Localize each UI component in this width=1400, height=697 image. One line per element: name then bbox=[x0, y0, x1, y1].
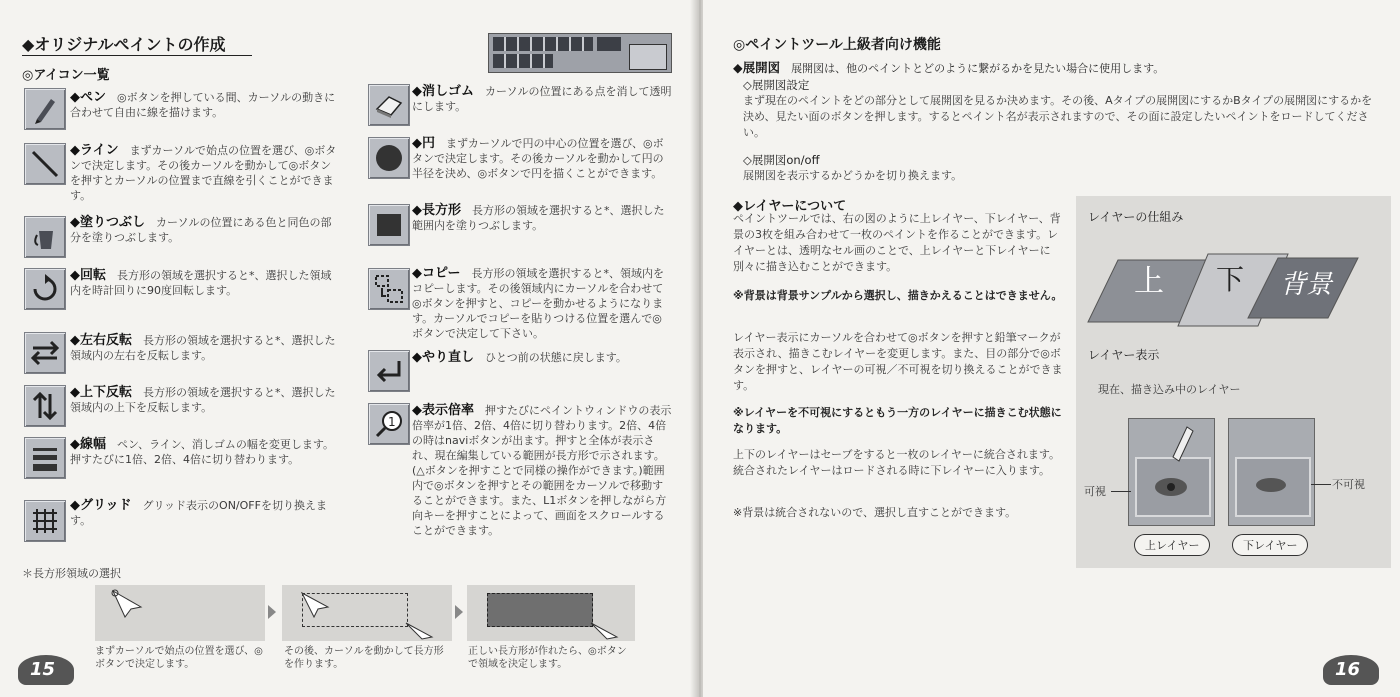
toolbar-preview bbox=[629, 44, 667, 70]
lower-layer-toggle[interactable] bbox=[1228, 418, 1315, 526]
entry-rectangle-name: ◆長方形 bbox=[412, 203, 461, 218]
entry-rotate-name: ◆回転 bbox=[70, 268, 106, 283]
entry-zoom bbox=[412, 403, 672, 538]
layer-title: ◆レイヤーについて bbox=[733, 199, 847, 214]
cursor-icon bbox=[95, 585, 265, 641]
line-width-icon bbox=[24, 437, 66, 479]
layer-card-background: 背景 bbox=[1280, 270, 1333, 300]
entry-flip-horizontal bbox=[70, 333, 340, 363]
entry-eraser-name: ◆消しゴム bbox=[412, 84, 474, 99]
entry-circle-desc: まずカーソルで円の中心の位置を選び、◎ボタンで決定します。その後カーソルを動かして円の半径を決め、◎ボタンで円を描くことができます。 bbox=[412, 137, 664, 180]
invisible-label: 不可視 bbox=[1332, 478, 1365, 491]
pen-icon bbox=[24, 88, 66, 130]
entry-rectangle-desc: 長方形の領域を選択すると*、選択した範囲内を塗りつぶします。 bbox=[412, 204, 665, 232]
entry-flip-horizontal-name: ◆左右反転 bbox=[70, 333, 132, 348]
toolbar-block bbox=[597, 37, 621, 51]
entry-line-name: ◆ライン bbox=[70, 143, 119, 158]
entry-line-width bbox=[70, 437, 340, 467]
layer-display-title: レイヤー表示 bbox=[1088, 348, 1160, 362]
entry-pen-desc: ◎ボタンを押している間、カーソルの動きに合わせて自由に線を描けます。 bbox=[70, 91, 336, 119]
icon-list-heading: ◎アイコン一覧 bbox=[22, 68, 110, 83]
layer-note-2: ※レイヤーを不可視にするともう一方のレイヤーに描きこむ状態になります。 bbox=[733, 406, 1062, 435]
entry-copy bbox=[412, 266, 672, 341]
entry-zoom-name: ◆表示倍率 bbox=[412, 403, 474, 418]
entry-pen-name: ◆ペン bbox=[70, 90, 106, 105]
layer-body-2: レイヤー表示にカーソルを合わせて◎ボタンを押すと鉛筆マークが表示され、描きこむレイヤーを変更します。また、目の部分で◎ボタンを押すと、レイヤーの可視／不可視を切り換えることができます。 bbox=[733, 331, 1063, 392]
layer-body-1: ペイントツールでは、右の図のように上レイヤー、下レイヤー、背景の3枚を組み合わせて一枚のペイントを作ることができます。レイヤーとは、透明なセル画のことで、上レイヤーと下レイヤーに別々に描き込むことができます。 bbox=[733, 212, 1061, 273]
entry-rotate bbox=[70, 268, 340, 298]
selection-note-title: ＊長方形領域の選択 bbox=[22, 567, 121, 580]
toolbar-row-1 bbox=[493, 37, 593, 51]
flip-horizontal-icon bbox=[24, 332, 66, 374]
step-arrow-icon bbox=[268, 605, 276, 619]
grid-icon bbox=[24, 500, 66, 542]
visible-leader-line bbox=[1111, 491, 1131, 492]
undo-icon bbox=[368, 350, 410, 392]
selection-step-2 bbox=[282, 585, 452, 641]
tenkai-lead: 展開図は、他のペイントとどのように繋がるかを見たい場合に使用します。 bbox=[791, 62, 1165, 75]
layer-structure-title: レイヤーの仕組み bbox=[1088, 210, 1184, 224]
toolbar-illustration bbox=[488, 33, 672, 73]
entry-fill-name: ◆塗りつぶし bbox=[70, 215, 145, 230]
zoom-icon bbox=[368, 403, 410, 445]
layer-body-3: 上下のレイヤーはセーブをすると一枚のレイヤーに統合されます。統合されたレイヤーはロードされる時に下レイヤーに入ります。 bbox=[733, 448, 1061, 477]
entry-rectangle bbox=[412, 203, 672, 233]
step-2-caption: その後、カーソルを動かして長方形を作ります。 bbox=[284, 646, 444, 670]
layer-card-lower: 下 bbox=[1216, 263, 1245, 296]
advanced-title: ◎ペイントツール上級者向け機能 bbox=[733, 37, 941, 53]
tenkai-onoff-body: 展開図を表示するかどうかを切り換えます。 bbox=[743, 169, 963, 182]
entry-grid-name: ◆グリッド bbox=[70, 498, 132, 513]
eraser-icon bbox=[368, 84, 410, 126]
tenkai-set-body: まず現在のペイントをどの部分として展開図を見るか決めます。その後、Aタイプの展開図にするかBタイプの展開図にするかを決め、見たい面のボタンを押します。するとペイント名が表示されますので、その面に設定したいペイントをロードしてください。 bbox=[743, 94, 1373, 139]
step-arrow-icon bbox=[455, 605, 463, 619]
flip-vertical-icon bbox=[24, 385, 66, 427]
page-right bbox=[703, 0, 1400, 697]
current-layer-label: 現在、描き込み中のレイヤー bbox=[1098, 383, 1241, 396]
toolbar-row-2 bbox=[493, 54, 553, 68]
layer-note-3: ※背景は統合されないので、選択し直すことができます。 bbox=[733, 506, 1017, 519]
page-left bbox=[0, 0, 697, 697]
page-number-right bbox=[1323, 647, 1383, 687]
page-title: ◆オリジナルペイントの作成 bbox=[22, 32, 252, 56]
upper-layer-toggle[interactable] bbox=[1128, 418, 1215, 526]
line-icon bbox=[24, 143, 66, 185]
svg-text:1: 1 bbox=[388, 415, 396, 429]
selection-step-1 bbox=[95, 585, 265, 641]
entry-eraser-desc: カーソルの位置にある点を消して透明にします。 bbox=[412, 85, 672, 113]
entry-circle bbox=[412, 136, 672, 181]
layer-card-upper: 上 bbox=[1134, 264, 1164, 299]
entry-undo-desc: ひとつ前の状態に戻します。 bbox=[485, 351, 627, 364]
entry-grid bbox=[70, 498, 340, 528]
entry-line bbox=[70, 143, 340, 203]
visible-label: 可視 bbox=[1084, 485, 1106, 498]
tenkai-header bbox=[733, 60, 1383, 76]
layer-note-1: ※背景は背景サンプルから選択し、描きかえることはできません。 bbox=[733, 289, 1063, 302]
entry-line-width-name: ◆線幅 bbox=[70, 437, 106, 452]
entry-copy-name: ◆コピー bbox=[412, 266, 461, 281]
entry-line-width-desc: ペン、ライン、消しゴムの幅を変更します。押すたびに1倍、2倍、4倍に切り替わります。 bbox=[70, 438, 335, 466]
entry-copy-desc: 長方形の領域を選択すると*、領域内をコピーします。その後領域内にカーソルを合わせて◎ボタンを押すと、コピーを動かせるようになります。カーソルでコピーを貼りつける位置を選んで◎ボタンで決定して下さい。 bbox=[412, 267, 664, 340]
entry-flip-horizontal-desc: 長方形の領域を選択すると*、選択した領域内の左右を反転します。 bbox=[70, 334, 336, 362]
selection-step-3 bbox=[467, 585, 635, 641]
tenkai-title: ◆展開図 bbox=[733, 60, 781, 75]
cursor-icon bbox=[467, 585, 635, 641]
entry-line-desc: まずカーソルで始点の位置を選び、◎ボタンで決定します。その後カーソルを動かして◎ボタンを押すとカーソルの位置まで直線を引くことができます。 bbox=[70, 144, 337, 202]
entry-eraser bbox=[412, 84, 672, 114]
tenkai-onoff-title: ◇展開図on/off bbox=[743, 153, 820, 167]
entry-pen bbox=[70, 90, 340, 120]
rotate-icon bbox=[24, 268, 66, 310]
invisible-leader-line bbox=[1311, 484, 1331, 485]
upper-layer-button[interactable]: 上レイヤー bbox=[1134, 534, 1210, 556]
entry-grid-desc: グリッド表示のON/OFFを切り換えます。 bbox=[70, 499, 327, 527]
entry-undo-name: ◆やり直し bbox=[412, 350, 474, 365]
page-number-left bbox=[18, 647, 78, 687]
circle-icon bbox=[368, 137, 410, 179]
entry-zoom-desc: 押すたびにペイントウィンドウの表示倍率が1倍、2倍、4倍に切り替わります。2倍、4倍の時はnaviボタンが出ます。押すと全体が表示され、現在編集している範囲が長方形で示されます。(△ボタンを押すことで同様の操作ができます。)範囲内で◎ボタンを押すとその範囲をカーソルで移動することができます。また、L1ボタンを押しながら方向キーを押すことによって、画面をスクロールすることができます。 bbox=[412, 404, 672, 537]
copy-icon bbox=[368, 268, 410, 310]
entry-fill-desc: カーソルの位置にある色と同色の部分を塗りつぶします。 bbox=[70, 216, 332, 244]
entry-rotate-desc: 長方形の領域を選択すると*、選択した領域内を時計回りに90度回転します。 bbox=[70, 269, 332, 297]
cursor-icon bbox=[282, 585, 452, 641]
entry-fill bbox=[70, 215, 340, 245]
fill-icon bbox=[24, 216, 66, 258]
entry-flip-vertical-name: ◆上下反転 bbox=[70, 385, 132, 400]
entry-undo bbox=[412, 350, 672, 365]
closed-eye-icon bbox=[1229, 419, 1314, 525]
page-number-left-text: 15 bbox=[30, 659, 56, 680]
entry-flip-vertical-desc: 長方形の領域を選択すると*、選択した領域内の上下を反転します。 bbox=[70, 386, 336, 414]
pencil-icon bbox=[1129, 419, 1214, 525]
lower-layer-button[interactable]: 下レイヤー bbox=[1232, 534, 1308, 556]
entry-circle-name: ◆円 bbox=[412, 136, 435, 151]
layer-diagram-panel bbox=[1076, 196, 1391, 568]
step-3-caption: 正しい長方形が作れたら、◎ボタンで領域を決定します。 bbox=[468, 646, 627, 670]
entry-flip-vertical bbox=[70, 385, 340, 415]
page-number-right-text: 16 bbox=[1335, 659, 1361, 680]
rectangle-icon bbox=[368, 204, 410, 246]
tenkai-set-title: ◇展開図設定 bbox=[743, 78, 810, 92]
step-1-caption: まずカーソルで始点の位置を選び、◎ボタンで決定します。 bbox=[95, 646, 263, 670]
